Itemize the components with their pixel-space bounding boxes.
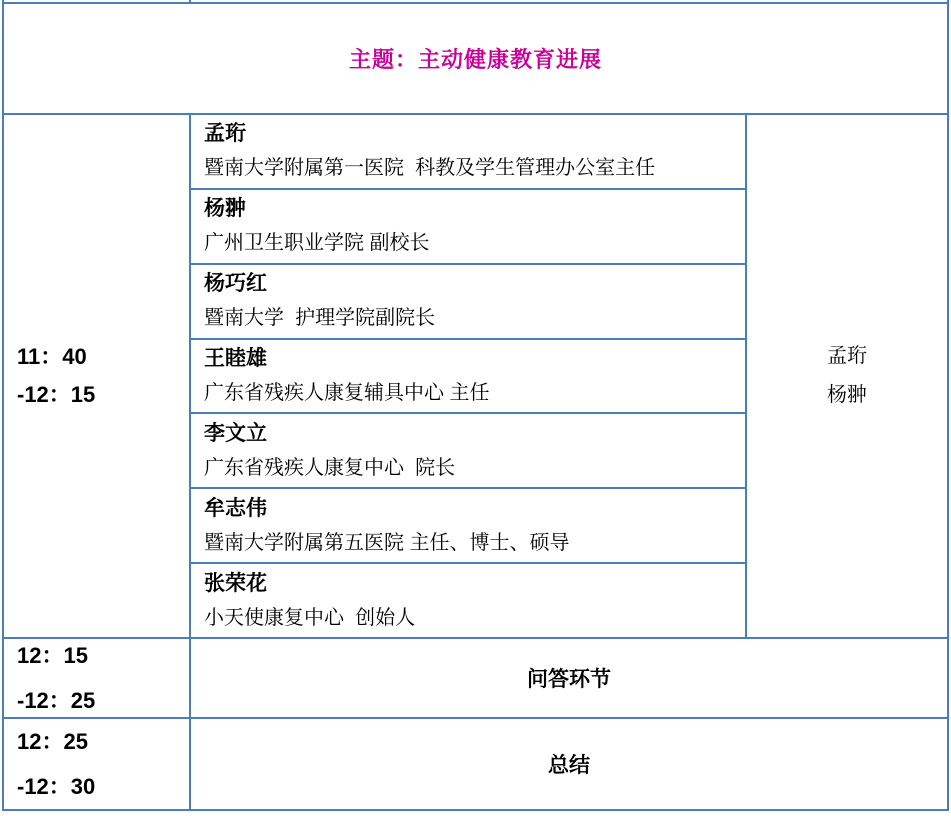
speaker-name: 王睦雄	[204, 346, 267, 370]
time-end: -12：15	[17, 381, 96, 407]
theme-title: 主题：主动健康教育进展	[348, 46, 602, 72]
speaker-name: 张荣花	[204, 571, 267, 595]
closing-session-label: 总结	[548, 754, 590, 777]
moderator-name: 杨翀	[827, 384, 867, 407]
speaker-name: 李文立	[204, 421, 267, 445]
qa-session-label: 问答环节	[527, 668, 611, 691]
qa-session-row	[4, 639, 947, 719]
speaker-name: 杨巧红	[204, 272, 267, 296]
speaker-row	[191, 115, 745, 190]
time-end: -12：25	[17, 688, 96, 713]
theme-title-row	[4, 4, 947, 115]
qa-session-time-cell	[4, 639, 191, 717]
speaker-row	[191, 564, 745, 637]
closing-session-time-cell	[4, 719, 191, 809]
moderators-cell	[747, 115, 947, 637]
time-end: -12：30	[17, 774, 96, 799]
speaker-affiliation: 小天使康复中心 创始人	[204, 606, 416, 629]
time-start: 11：40	[17, 343, 87, 369]
agenda-table	[2, 2, 949, 811]
speaker-affiliation: 暨南大学附属第一医院 科教及学生管理办公室主任	[204, 157, 656, 180]
speaker-row	[191, 414, 745, 489]
speaker-row	[191, 190, 745, 265]
time-start: 12：25	[17, 729, 88, 754]
speaker-affiliation: 广东省残疾人康复中心 院长	[204, 456, 456, 479]
speakers-column	[191, 115, 747, 637]
main-session-row	[4, 115, 947, 639]
speaker-affiliation: 暨南大学附属第五医院 主任、博士、硕导	[204, 531, 570, 554]
speaker-affiliation: 广东省残疾人康复辅具中心 主任	[204, 381, 490, 404]
speaker-row	[191, 489, 745, 564]
closing-session-row	[4, 719, 947, 809]
main-session-time-cell	[4, 115, 191, 637]
speaker-name: 牟志伟	[204, 496, 267, 520]
speaker-row	[191, 340, 745, 415]
time-start: 12：15	[17, 643, 88, 668]
speaker-affiliation: 广州卫生职业学院 副校长	[204, 232, 430, 255]
speaker-row	[191, 265, 745, 340]
moderator-name: 孟珩	[827, 345, 867, 368]
speaker-name: 杨翀	[204, 197, 246, 221]
speaker-name: 孟珩	[204, 122, 246, 146]
speaker-affiliation: 暨南大学 护理学院副院长	[204, 307, 436, 330]
